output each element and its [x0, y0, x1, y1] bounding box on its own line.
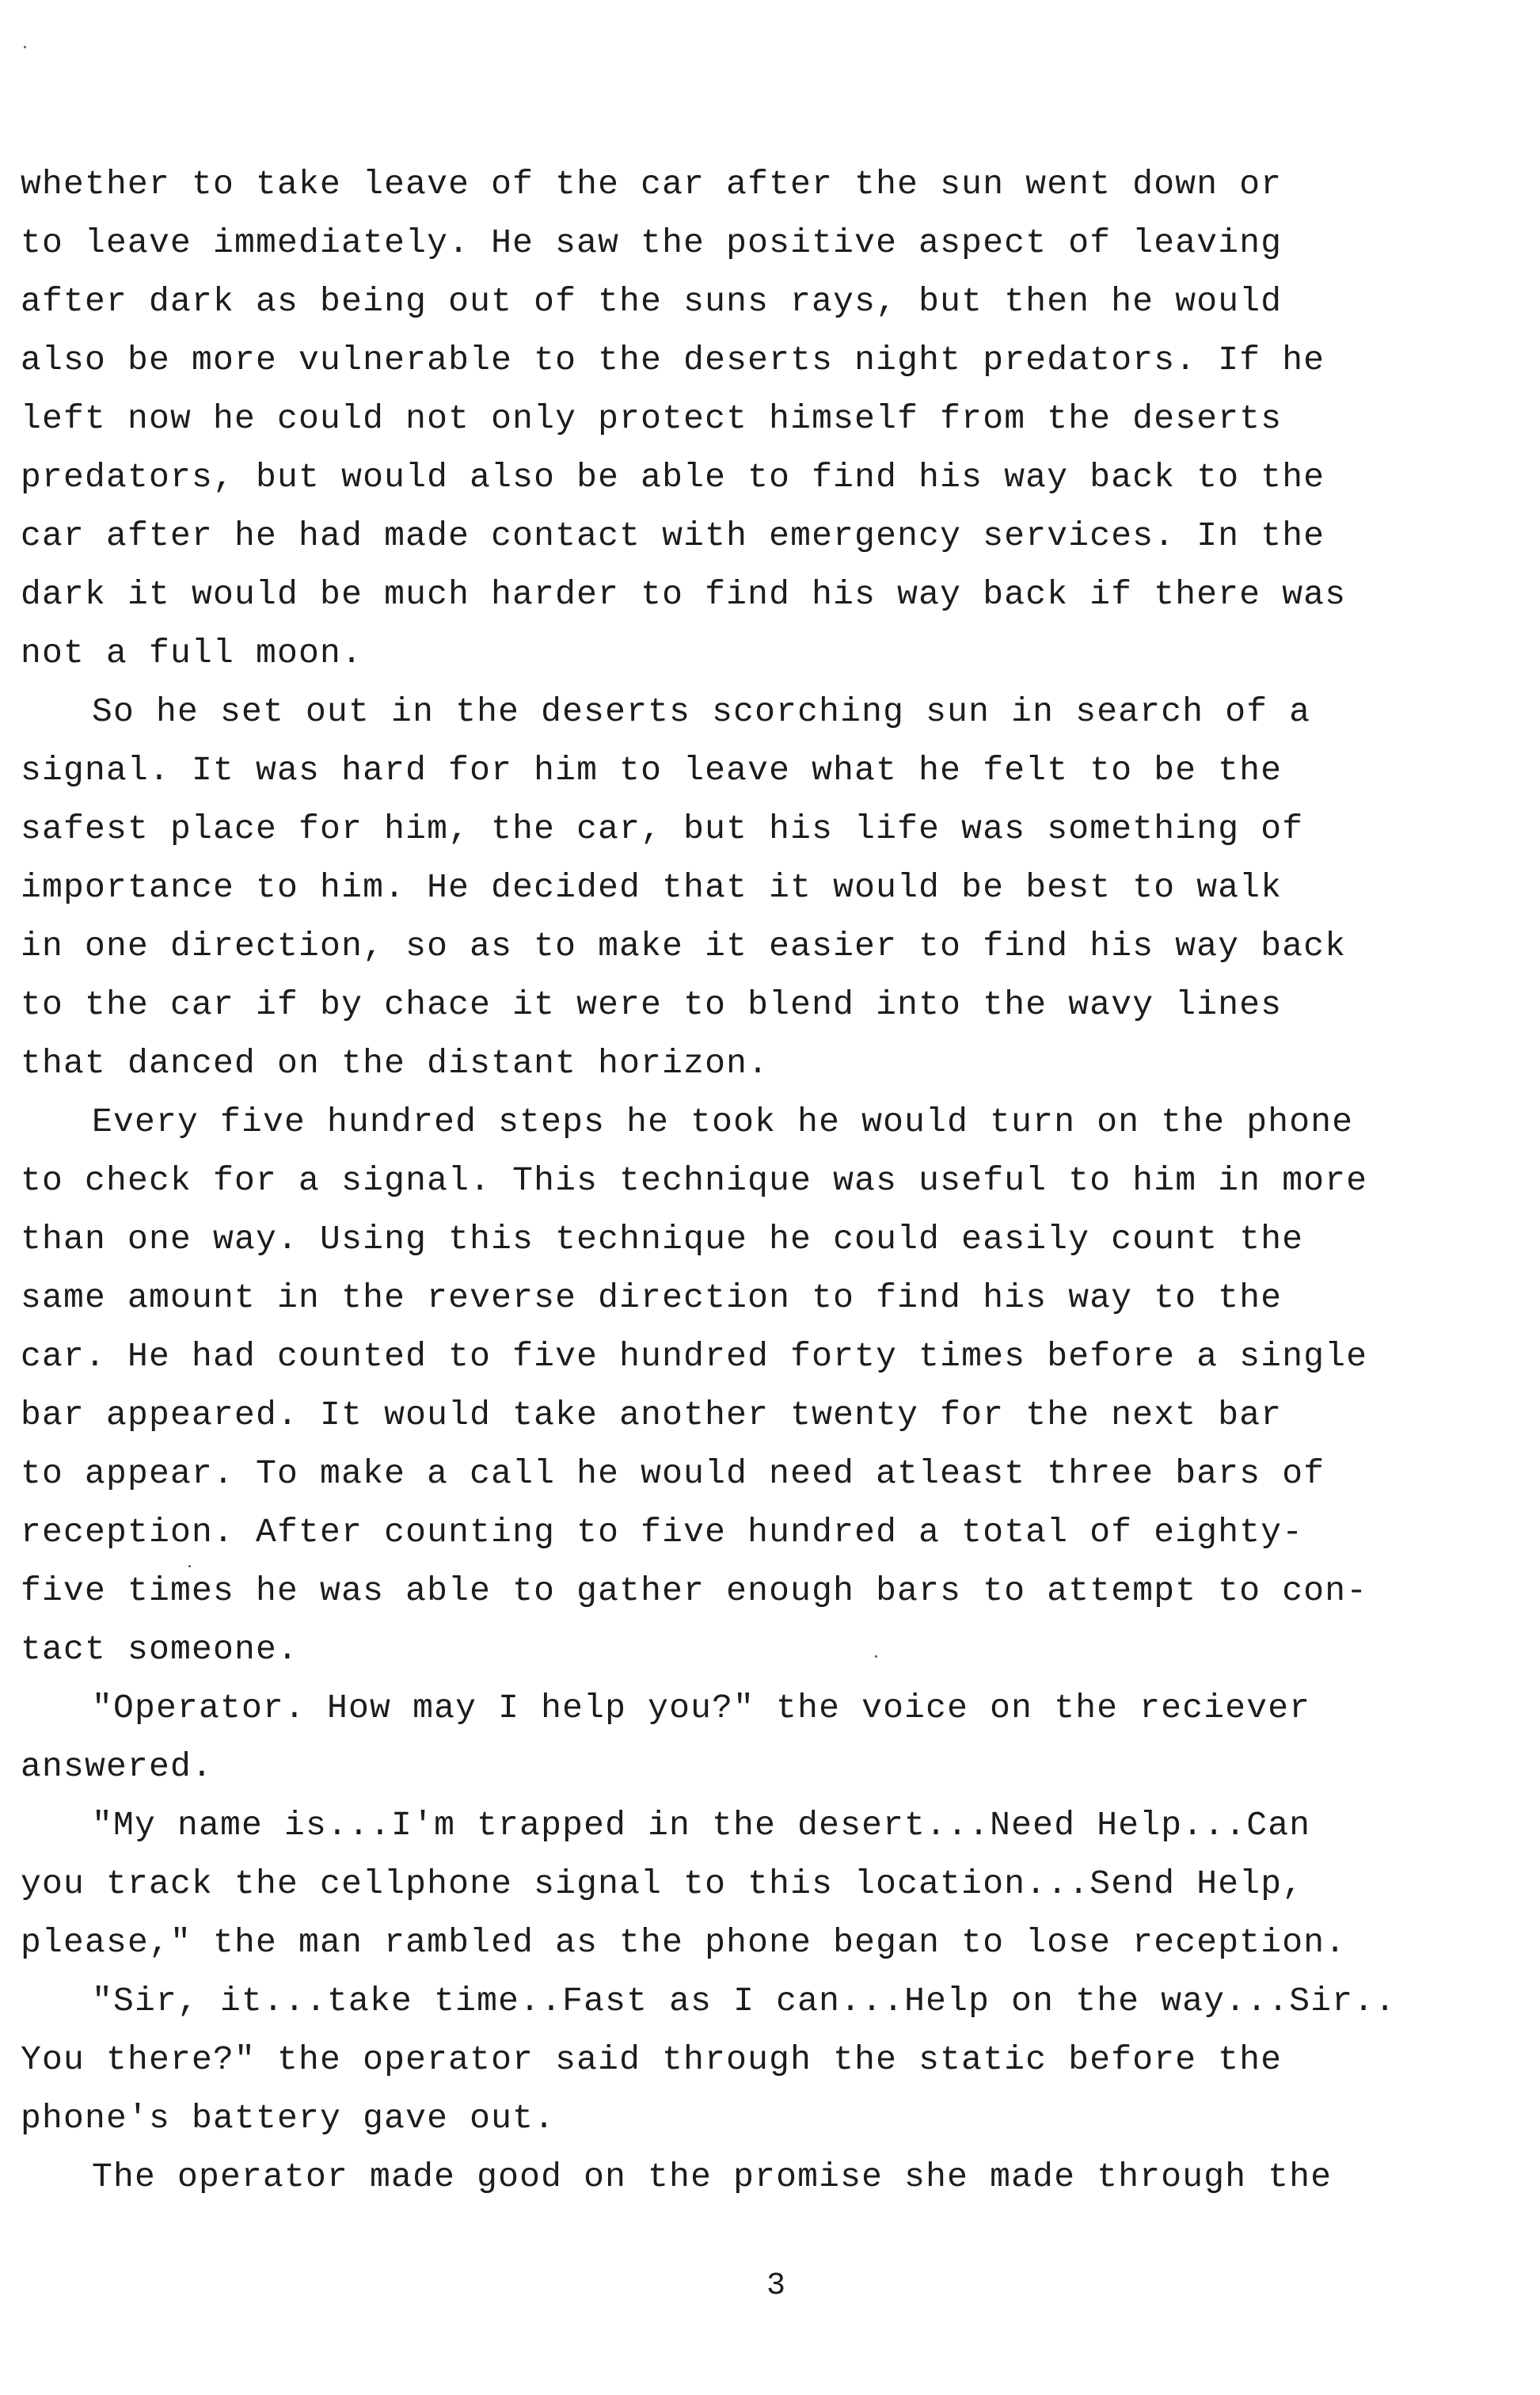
text-line: to the car if by chace it were to blend into the wavy lines [21, 985, 1283, 1024]
text-line: also be more vulnerable to the deserts night predators. If he [21, 341, 1325, 379]
text-line: bar appeared. It would take another twenty for the next bar [21, 1395, 1283, 1434]
text-line: than one way. Using this technique he could easily count the [21, 1220, 1304, 1258]
page-number: 3 [766, 2268, 785, 2304]
paragraph-start-line: The operator made good on the promise she made through the [92, 2157, 1333, 2196]
text-line: safest place for him, the car, but his life was something of [21, 809, 1304, 848]
text-line: same amount in the reverse direction to find his way to the [21, 1278, 1283, 1317]
text-line: to appear. To make a call he would need atleast three bars of [21, 1454, 1325, 1493]
paragraph-start-line: So he set out in the deserts scorching sun in search of a [92, 692, 1311, 731]
paragraph-start-line: "My name is...I'm trapped in the desert...Need Help...Can [92, 1806, 1311, 1845]
text-line: five times he was able to gather enough bars to attempt to con- [21, 1571, 1368, 1610]
body-text [21, 155, 1525, 2207]
text-line: predators, but would also be able to find his way back to the [21, 458, 1325, 497]
text-line: You there?" the operator said through the static before the [21, 2040, 1283, 2079]
text-line: that danced on the distant horizon. [21, 1044, 770, 1083]
text-line: to leave immediately. He saw the positive aspect of leaving [21, 223, 1283, 262]
text-line: phone's battery gave out. [21, 2099, 556, 2138]
text-line: reception. After counting to five hundred a total of eighty- [21, 1513, 1304, 1552]
text-line: tact someone. [21, 1630, 299, 1669]
text-line: importance to him. He decided that it would be best to walk [21, 868, 1283, 907]
text-line: you track the cellphone signal to this location...Send Help, [21, 1864, 1304, 1903]
text-line: dark it would be much harder to find his way back if there was [21, 575, 1347, 614]
text-line: after dark as being out of the suns rays, but then he would [21, 282, 1283, 321]
text-line: signal. It was hard for him to leave what he felt to be the [21, 751, 1283, 790]
text-line: left now he could not only protect himself from the deserts [21, 399, 1283, 438]
text-line: whether to take leave of the car after the sun went down or [21, 165, 1283, 204]
text-line: in one direction, so as to make it easier to find his way back [21, 927, 1347, 965]
scan-speck [24, 46, 26, 48]
text-line: please," the man rambled as the phone began to lose reception. [21, 1923, 1347, 1962]
text-line: to check for a signal. This technique was useful to him in more [21, 1161, 1368, 1200]
paragraph-start-line: "Sir, it...take time..Fast as I can...Help on the way...Sir.. [92, 1982, 1397, 2020]
text-line: car after he had made contact with emergency services. In the [21, 516, 1325, 555]
text-line: answered. [21, 1747, 214, 1786]
text-line: not a full moon. [21, 634, 363, 672]
text-line: car. He had counted to five hundred forty times before a single [21, 1337, 1368, 1376]
paragraph-start-line: "Operator. How may I help you?" the voice on the reciever [92, 1689, 1311, 1727]
paragraph-start-line: Every five hundred steps he took he would turn on the phone [92, 1102, 1354, 1141]
